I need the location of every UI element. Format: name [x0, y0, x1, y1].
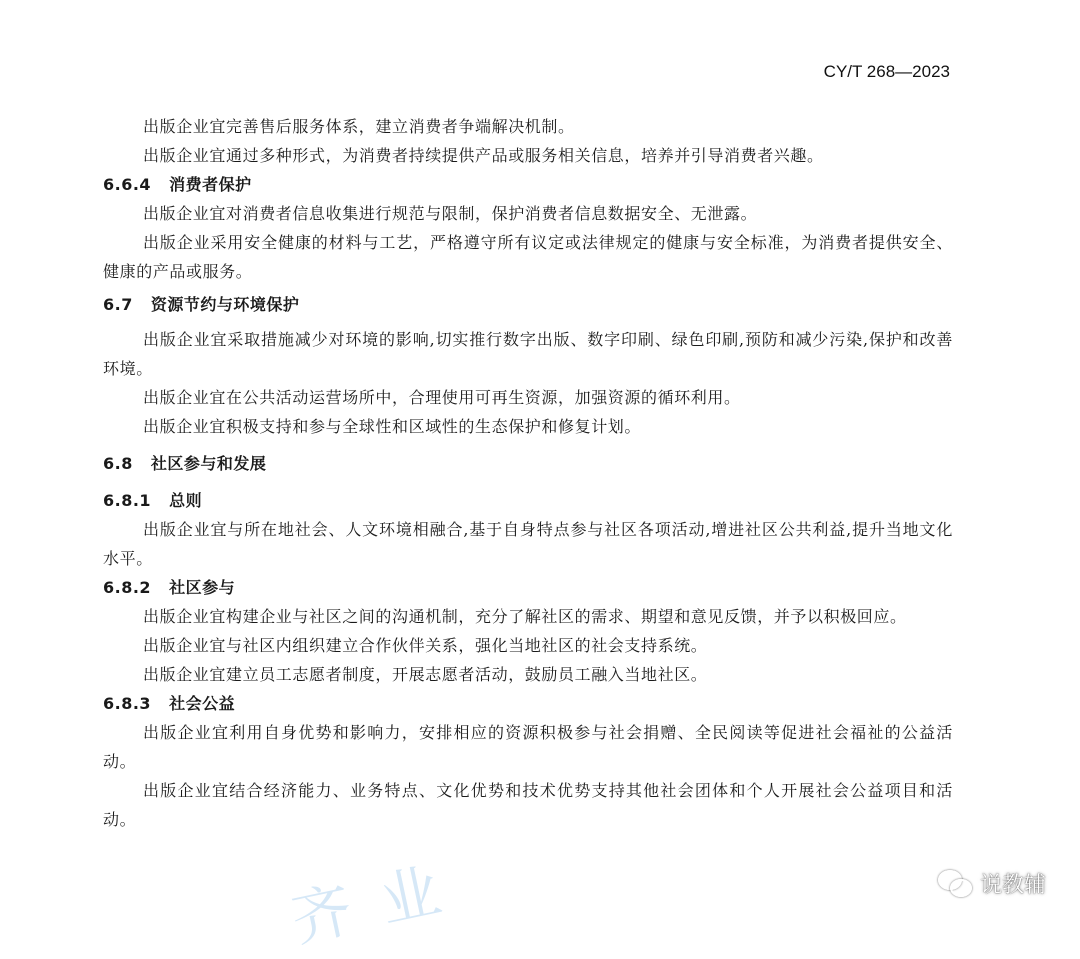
section-number: 6.6.4: [103, 175, 152, 194]
section-number: 6.8.2: [103, 578, 152, 597]
section-number: 6.8.1: [103, 491, 152, 510]
section-title: 社区参与和发展: [150, 454, 267, 473]
paragraph: 出版企业宜在公共活动运营场所中，合理使用可再生资源，加强资源的循环利用。: [143, 388, 741, 407]
section-number: 6.7: [103, 295, 133, 314]
paragraph: 出版企业宜结合经济能力、业务特点、文化优势和技术优势支持其他社会团体和个人开展社会公益项目和活动。: [103, 781, 953, 829]
section-title: 消费者保护: [169, 175, 252, 194]
document-body: [103, 112, 953, 834]
paragraph: 出版企业宜利用自身优势和影响力，安排相应的资源积极参与社会捐赠、全民阅读等促进社会福祉的公益活动。: [103, 723, 953, 771]
section-heading-6-8-3: [103, 689, 953, 718]
paragraph: 出版企业宜积极支持和参与全球性和区域性的生态保护和修复计划。: [143, 417, 642, 436]
account-name: 说教辅: [979, 873, 1046, 898]
paragraph: 出版企业宜与所在地社会、人文环境相融合,基于自身特点参与社区各项活动,增进社区公共利益,提升当地文化水平。: [103, 520, 953, 568]
paragraph: 出版企业宜对消费者信息收集进行规范与限制，保护消费者信息数据安全、无泄露。: [143, 204, 758, 223]
paragraph: 出版企业宜建立员工志愿者制度，开展志愿者活动，鼓励员工融入当地社区。: [143, 665, 708, 684]
wechat-icon: [938, 870, 972, 898]
paragraph: 出版企业宜通过多种形式，为消费者持续提供产品或服务相关信息，培养并引导消费者兴趣。: [143, 146, 824, 165]
section-title: 社区参与: [169, 578, 236, 597]
account-badge: [938, 868, 1046, 899]
section-title: 社会公益: [169, 694, 236, 713]
section-title: 资源节约与环境保护: [150, 295, 300, 314]
standard-code: CY/T 268—2023: [823, 62, 950, 81]
watermark: 齐业: [285, 849, 477, 956]
paragraph: 出版企业宜完善售后服务体系，建立消费者争端解决机制。: [143, 117, 575, 136]
section-heading-6-8-2: [103, 573, 953, 602]
section-heading-6-8: [103, 449, 953, 478]
section-heading-6-7: [103, 290, 953, 319]
paragraph: 出版企业宜与社区内组织建立合作伙伴关系，强化当地社区的社会支持系统。: [143, 636, 708, 655]
paragraph: 出版企业宜采取措施减少对环境的影响,切实推行数字出版、数字印刷、绿色印刷,预防和减少污染,保护和改善环境。: [103, 330, 953, 378]
section-heading-6-6-4: [103, 170, 953, 199]
section-number: 6.8: [103, 454, 133, 473]
section-heading-6-8-1: [103, 486, 953, 515]
section-number: 6.8.3: [103, 694, 152, 713]
paragraph: 出版企业宜构建企业与社区之间的沟通机制，充分了解社区的需求、期望和意见反馈，并予以积极回应。: [143, 607, 907, 626]
paragraph: 出版企业采用安全健康的材料与工艺，严格遵守所有议定或法律规定的健康与安全标准，为消费者提供安全、健康的产品或服务。: [103, 233, 953, 281]
section-title: 总则: [169, 491, 203, 510]
